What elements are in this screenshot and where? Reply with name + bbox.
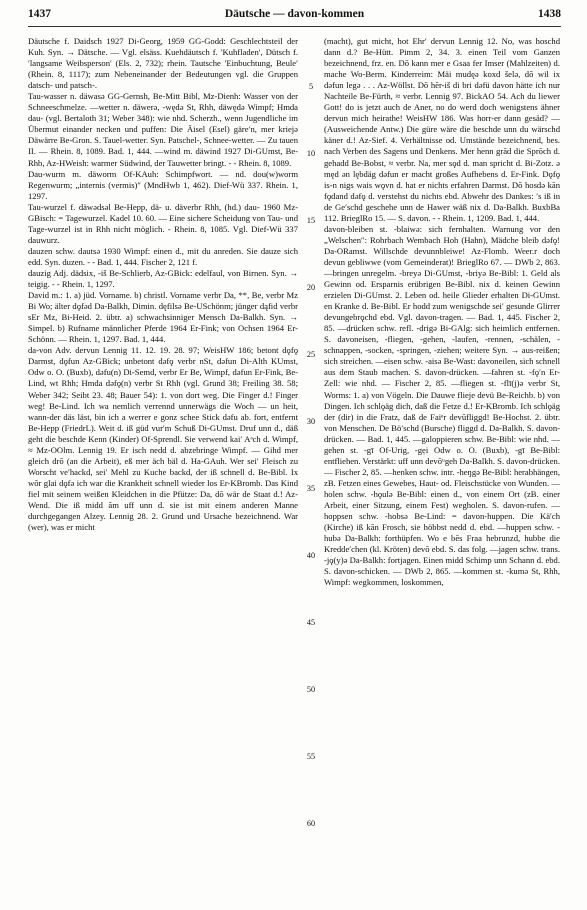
line-number: 55 bbox=[306, 752, 316, 761]
entry-david: David m.: 1. a) jüd. Vorname. b) christl. Vorname verbr Da, **, Be, verbr Mz Bi Wo; älter dǫfəd Da-Balkh, Dimin. dęfilsə Be-USchönm; jünger dąfid verbr sEr Mz, Bi-Heid. 2. übtr. a) schwachsinniger Mensch Da-Balkh. Syn. → Simpel. b) Rufname männlicher Pferde 1964 Er-Fink; von Ochsen 1964 Er-Schönn. — Rhein. 1, 1297. Bad. 1, 444. bbox=[28, 290, 298, 345]
line-number: 30 bbox=[306, 417, 316, 426]
entry-da-von: da-von Adv. dervun Lennig 11. 12. 19. 28. 97; WeisHW 186; betont dǫfǫ Darmst, dǫfun Az-GBick; unbetont dəfǫ verbr nSt, dəfun Di-Alth KUmst, Odw o. O. (Buxb), dəfu(n) Di-Semd, verbr Er Be, Wimpf, dəfun Er-Fink, Be-Lind, wt Rhh; Hmda dəfǫ(n) verbr St Rhh (vgl. Grund 38; Freiling 38. 58; Weber 342; Seibt 23. 48; Bauer 54): 1. von dort weg. Die Finger d.! Finger weg! Be-Lind. Ich wa nemlich verrennd unnerwägs die Woch — un heit, wann-der däs läst, bin ich a werrer e gonz schee Stick dəfu ab. fort, entfernt Be-Hepp (FriedrL). Weit d. iß güd vur′m Schuß Di-GUmst. Druf unn d., däß geht die beschde Kenn (Kinder) Of-Sprendl. Sie verwend kai′ Aᵊch d. Wimpf, ≈ Mz-OOlm. Lennig 19. Er isch nedd d. abzebringe Wimpf. — Gihd mer gleich drō (an die Arbeit), eß mer äch bäl d. Ha-GAuh. Wer sei′ Fleisch zu Worscht ve′hackd, sei′ Mehl zu Kuche backd, der iß schnell d. Be-Bibl. Ix wōr glai dǫfə ich war die Krankheit schnell wieder los Er-KBromb. Das Kind fiel mit seinem weißen Kleidchen in die Pfütze: Da, dō wär de Staat d.! Az-Wend. Die iß midd ãm uff unn d. sie ist mit einem anderen Manne durchgegangen Alzey. Lennig 28. 2. Grund und Ursache bezeichnend. War (wer), was er micht bbox=[28, 345, 298, 533]
entry-dau-wurm: Dau-wurm m. däworm Of-KAuh: Schimpfwort. — nd. dou(w)worm Regenwurm; „internis (vermis)″ (MndHwb 1, 462). Dief-Wü 337. Rhein. 1, 1297. bbox=[28, 168, 298, 201]
line-number: 60 bbox=[306, 819, 316, 828]
line-number: 50 bbox=[306, 685, 316, 694]
entry-tau-wasser: Tau-wasser n. däwasə GG-Gernsh, Be-Mitt Bibl, Mz-Dienh: Wasser von der Schneeschmelze. —wetter n. däwerə, -wędə St, Rhh, däwędə Wimpf; Hmda dau- (vgl. Bertaloth 31; Weber 348): wie nhd. Scherzh., wenn Jugendliche im Übermut einander necken und puffen: Die Äisel (Esel) gäre′n, mer kriejə Däwärre Be-Gron. S. Tauel-wetter. Syn. Patschel-, Schnee-wetter. — Zu tauen II. — Rhein. 8, 1089. Bad. 1, 444. —wind m. däwind 1927 Di-GUmst, Be-Rhb, Az-HWeish: warmer Südwind, der Tauwetter bringt. - - Rhein. 8, 1089. bbox=[28, 91, 298, 168]
entry-dauzen: dauzen schw. dautsə 1930 Wimpf: einen d., mit du anreden. Sie dauze sich edd. Syn. duzen. - - Bad. 1, 444. Fischer 2, 121 f. bbox=[28, 245, 298, 267]
entry-daeutsche: Däutsche f. Daidsch 1927 Di-Georg, 1959 GG-Godd: Geschlechtsteil der Kuh. Syn. → Dätsche. — Vgl. elsäss. Kuehdäutsch f. ′Kuhfladen′, Dütsch f. ′langsame Weibsperson′ (Els. 2, 732); rhein. Tautsche ′Einbuchtung, Beule′ (Rhein. 8, 1117); zum Nebeneinander der Bedeutungen vgl. die Gruppen datsch- und patsch-. bbox=[28, 36, 298, 91]
entry-da-von-continued: (macht), gut micht, hot Ehr′ dervun Lennig 12. No, was hoschd dann d.? Be-Hütt. Pimm 2, 34. 3. einen Teil vom Ganzen bezeichnend, frz. en. Dō kann mer e Gsaa fer Imser (Mahlzeiten) d. mache Wo-Berm. Kinderreim: Mäi mudęə koxd šelə, dō wil ix dəfun legə . . . Az-Wöllst. Dō hēr-iš di bri dəfü davon hätte ich nur Nachteile Be-Fürth, ≈ verbr. Lennig 97. BickAO 54. Ach du liewer Gott! do is jetzt auch de Aner, no do werd doch wenigstens ähner dervun mich heirathe! WeisHW 186. Was horr-er dann gesäd? — (Ausweichende Antw.) Die güre wäre die beschde unn du wärschd käner d.! Az-Sief. 4. Verhältnisse od. Umstände bezeichnend, bes. nach Verben des Sagens und Denkens. Mer henn grād die Sprōch d. gehadd Be-Bobst, ≈ verbr. Na, mer sǫd d. man spricht d. Bi-Zotz. ǝ męd ǝn lębdäg dǝfun er macht großes Aufhebens d. Er-Fink. Dǫfǫ is-n nigs wais wǫvn d. hat er nichts erfahren Darmst. Dō hosdə kān fǫdand dǝfǫ d. verstehst du nichts ebd. Abwehr des Dankes: ′s iß in de Ge′schd geschehe unn de Hawer wäß nix d. Da-Balkh. BuxbBa 112. BrieglRo 15. — S. davon. - - Rhein. 1, 1209. Bad. 1, 444. bbox=[324, 36, 560, 223]
line-number: 25 bbox=[306, 350, 316, 359]
line-number-gutter bbox=[299, 36, 323, 900]
right-page-number: 1438 bbox=[538, 8, 561, 20]
line-number: 40 bbox=[306, 551, 316, 560]
line-number: 10 bbox=[306, 149, 316, 158]
line-number: 45 bbox=[306, 618, 316, 627]
entry-dauzig: dauzig Adj. dädsix, -iš Be-Schlierb, Az-GBick: edelfaul, von Birnen. Syn. → teigig. - - Rhein. 1, 1297. bbox=[28, 267, 298, 290]
page-header bbox=[28, 8, 561, 26]
right-column bbox=[324, 36, 560, 900]
entry-davon-compounds: davon-bleiben st. -blaiwə: sich fernhalten. Warnung vor den „Welschen″: Rohrbach Wembach Hoh (Hahn), Mädche bleib dǝfǫ! Da-ORamst. Willschde devunnbleiwe! Az-Flomb. Weer.r doch devun gebliwwe (vom Gemeinderat)! BrieglRo 67. — DWb 2, 863. —bringen unregelm. -breyə Di-GUmst, -briyə Be-Bibl: 1. Geld als Gewinn od. Ersparnis erübrigen Be-Bibl. nix d. keinen Gewinn erzielen Di-GUmst. 2. Leben od. heile Glieder erhalten Di-GUmst. en Kranke d. Be-Bibl. Er hodd zum wenigschde sei′ gesunde Glirrer devungebrǫchd ebd. Vgl. davon-tragen. — Bad. 1, 445. Fischer 2, 85. —drücken schw. refl. -drigə Bi-GAlg: sich heimlich entfernen. S. davoneisen, -fliegen, -gehen, -laufen, -rennen, -schälen, -schnappen, -socken, -springen, -ziehen; weitere Syn. → aus-reißen; sich streichen. —eisen schw. -aisə Be-Wast: davoneilen, sich schnell aus dem Staub machen. S. davon-drücken. —fahren st. -fǫ′n Er-Zell: wie nhd. — Fischer 2, 85. —fliegen st. -flī(j)ə verbr St, Worms: 1. a) von Vögeln. Die Dauwe flieje devü Be-Reichb. b) von Dingen. Ich schlǫäg dich, daß die Fetze d.! Er-KBromb. Ich schlǫäg der (dir) in die Fratz, daß de Faiᵉr devūfliggd! Be-Hochst. 2. übtr. von Menschen. De Bö′schd (Bursche) fliggd d. Da-Balkh. S. davon-drücken. — Bad. 1, 445. —galoppieren schw. Be-Bibl: wie nhd. —gehen st. -gī Of-Urig, -gẹi Odw o. O. (Buxb), -gī Be-Bibl: entfliehen. Verstärkt: uff unn devōᵘgeh Da-Balkh. S. davon-drücken. — Fischer 2, 85. —henken schw. intr. -heŋgə Be-Bibl: herabhängen, zB. Fetzen eines Gewebes, Haut- od. Fleischstücke von Wunden. —holen schw. -hǫulə Be-Bibl: einen d., von einem Ort (zB. einer Arbeit, einer Sitzung, einem Fest) wegholen. S. davon-rufen. —hoppsen schw. -hobsə Be-Lind: = davon-huppen. Die Kä′ch (Kirche) iß kān Frosch, sie höbbst nedd d. ebd. —huppen schw. -hubə Da-Balkh: forthüpfen. Wo e bēs Fraa hebrunzd, hubbe die Kredde′chen (kl. Kröten) devō ebd. S. das folg. —jagen schw. trans. -jǫ(y)ə Da-Balkh: fortjagen. Einen midd Schimp unn Schann d. ebd. S. davon-schicken. — DWb 2, 865. —kommen st. -kumə St, Rhh, Wimpf: wegkommen, loskommen, bbox=[324, 223, 560, 588]
line-number: 20 bbox=[306, 283, 316, 292]
header-rule bbox=[28, 26, 561, 27]
line-number: 15 bbox=[306, 216, 316, 225]
left-column bbox=[28, 36, 298, 900]
line-number: 5 bbox=[308, 82, 314, 91]
line-number: 35 bbox=[306, 484, 316, 493]
running-title: Däutsche — davon-kommen bbox=[224, 8, 365, 20]
left-page-number: 1437 bbox=[28, 8, 51, 20]
entry-tau-wurzel: Tau-wurzel f. däwədsəl Be-Hepp, dä- u. däverbr Rhh, (hd.) dau- 1960 Mz-GBisch: = Tagewurzel. Kadel 10. 60. — Eine sichere Scheidung von Tau- und Tage-wurzel ist in Rhh nicht möglich. - Rhein. 8, 1085. Vgl. Dief-Wü 337 dauwurz. bbox=[28, 201, 298, 245]
